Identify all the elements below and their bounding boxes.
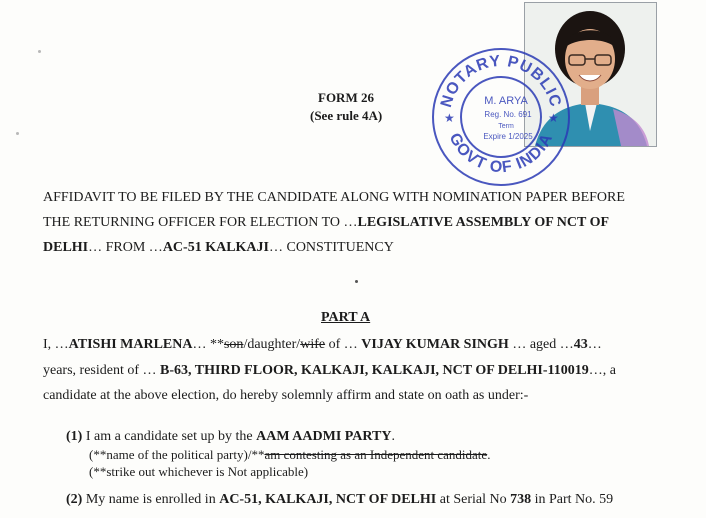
stamp-expiry: Expire 1/2025 xyxy=(483,132,533,141)
stamp-term: Term xyxy=(498,123,514,130)
text-fragment: (**name of the political party)/** xyxy=(89,447,265,462)
text-fragment: . xyxy=(487,447,491,462)
star-right-icon: ★ xyxy=(548,111,559,125)
stamp-reg: Reg. No. 691 xyxy=(484,110,532,119)
heading-constituency-suffix: … CONSTITUENCY xyxy=(268,240,394,255)
text-fragment: … ** xyxy=(192,337,224,352)
text-fragment: of … xyxy=(325,337,362,352)
text-fragment: /daughter/ xyxy=(243,337,301,352)
stamp-top-text: NOTARY PUBLIC xyxy=(437,52,565,110)
heading-constituency-name: AC-51 KALKAJI xyxy=(162,240,269,255)
affidavit-heading-line-2 xyxy=(43,215,609,231)
text-fragment: My name is enrolled in xyxy=(85,492,220,507)
item-1 xyxy=(66,429,395,445)
heading-line2-prefix: THE RETURNING OFFICER FOR ELECTION TO … xyxy=(43,215,358,230)
stamp-bottom-text: GOVT OF INDIA xyxy=(445,130,557,177)
text-fragment: … aged … xyxy=(508,337,574,352)
text-fragment: … xyxy=(587,337,602,352)
candidate-name: ATISHI MARLENA xyxy=(68,337,193,352)
affidavit-heading-line-1: AFFIDAVIT TO BE FILED BY THE CANDIDATE ALONG WITH NOMINATION PAPER BEFORE xyxy=(43,190,625,205)
text-fragment: in Part No. xyxy=(531,492,600,507)
heading-state: DELHI xyxy=(43,240,89,255)
declarant-line-3: candidate at the above election, do hereby solemnly affirm and state on oath as under:- xyxy=(43,388,529,403)
text-fragment: years, resident of … xyxy=(43,363,161,378)
text-fragment: I am a candidate set up by the xyxy=(85,429,257,444)
star-left-icon: ★ xyxy=(444,111,455,125)
item-1-note-1 xyxy=(89,447,490,463)
heading-assembly: LEGISLATIVE ASSEMBLY OF NCT OF xyxy=(357,215,610,230)
text-fragment: …, a xyxy=(588,363,616,378)
scan-speck xyxy=(38,50,41,53)
struck-independent: am contesting as an Independent candidate xyxy=(264,447,488,462)
scan-speck xyxy=(16,132,19,135)
text-fragment: . xyxy=(391,429,395,444)
text-fragment: at Serial No xyxy=(436,492,511,507)
candidate-age: 43 xyxy=(573,337,588,352)
heading-from: … FROM … xyxy=(88,240,163,255)
form-rule-reference: (See rule 4A) xyxy=(310,108,383,123)
struck-son: son xyxy=(223,337,244,352)
text-fragment: I, … xyxy=(43,337,69,352)
stamp-notary-name: M. ARYA xyxy=(484,95,528,107)
item-1-note-2: (**strike out whichever is Not applicable) xyxy=(89,464,309,479)
item-2-number: (2) xyxy=(66,492,83,507)
item-2 xyxy=(66,492,613,508)
part-number: 59 xyxy=(599,492,614,507)
item-1-number: (1) xyxy=(66,429,83,444)
scan-speck xyxy=(355,280,358,283)
enrolled-constituency: AC-51, KALKAJI, NCT OF DELHI xyxy=(219,492,437,507)
form-title: FORM 26 xyxy=(318,90,374,105)
party-name: AAM AADMI PARTY xyxy=(256,429,392,444)
serial-number: 738 xyxy=(510,492,532,507)
notary-stamp xyxy=(428,44,574,190)
affidavit-heading-line-3 xyxy=(43,240,394,256)
declarant-line-2 xyxy=(43,363,616,379)
declarant-line-1 xyxy=(43,337,602,353)
part-a-heading: PART A xyxy=(321,310,371,325)
father-name: VIJAY KUMAR SINGH xyxy=(361,337,509,352)
candidate-address: B-63, THIRD FLOOR, KALKAJI, KALKAJI, NCT OF DELHI-110019 xyxy=(160,363,589,378)
struck-wife: wife xyxy=(300,337,326,352)
